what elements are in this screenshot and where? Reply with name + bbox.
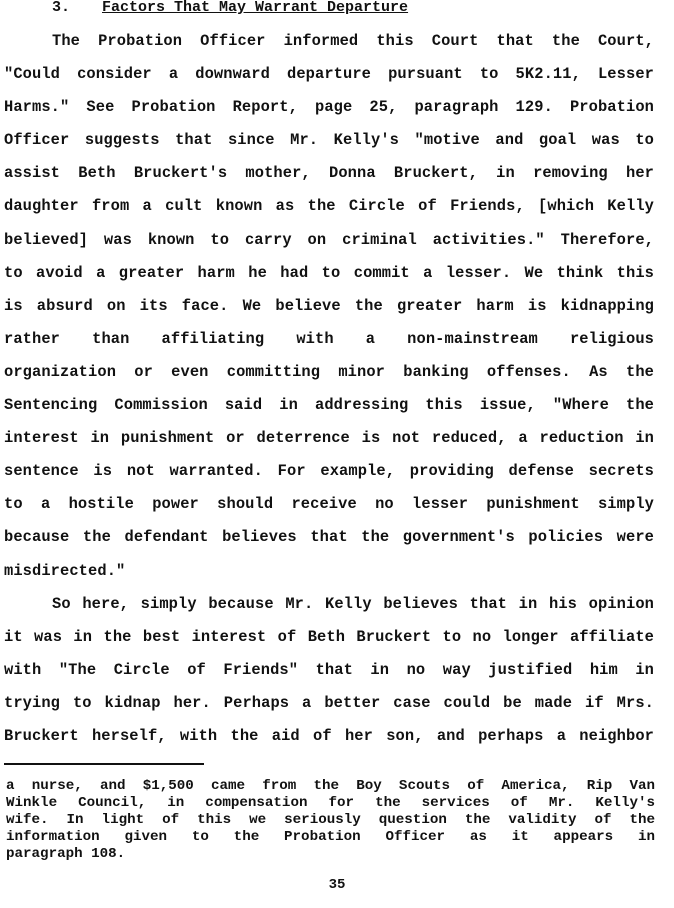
section-heading bbox=[52, 0, 408, 17]
body-line: to avoid a greater harm he had to commit a lesser. We think this bbox=[4, 263, 654, 282]
body-line: organization or even committing minor banking offenses. As the bbox=[4, 362, 654, 381]
body-line: So here, simply because Mr. Kelly believes that in his opinion bbox=[52, 594, 654, 613]
body-line: daughter from a cult known as the Circle of Friends, [which Kelly bbox=[4, 197, 654, 216]
body-line: sentence is not warranted. For example, providing defense secrets bbox=[4, 462, 654, 481]
body-text bbox=[4, 30, 654, 758]
body-line: with "The Circle of Friends" that in no way justified him in bbox=[4, 660, 654, 679]
body-line: Officer suggests that since Mr. Kelly's "motive and goal was to bbox=[4, 131, 654, 150]
body-line: rather than affiliating with a non-mainstream religious bbox=[4, 329, 654, 348]
footnote-line: information given to the Probation Officer as it appears in bbox=[6, 829, 655, 845]
page-number: 35 bbox=[328, 877, 346, 893]
body-line: "Could consider a downward departure pursuant to 5K2.11, Lesser bbox=[4, 65, 654, 84]
body-line: believed] was known to carry on criminal activities." Therefore, bbox=[4, 230, 654, 249]
body-line: The Probation Officer informed this Court that the Court, bbox=[52, 32, 654, 50]
footnote-line: a nurse, and $1,500 came from the Boy Scouts of America, Rip Van bbox=[6, 778, 655, 794]
body-line: interest in punishment or deterrence is not reduced, a reduction in bbox=[4, 429, 654, 448]
body-line: Sentencing Commission said in addressing this issue, "Where the bbox=[4, 396, 654, 415]
body-line: it was in the best interest of Beth Bruckert to no longer affiliate bbox=[4, 627, 654, 646]
body-line: trying to kidnap her. Perhaps a better case could be made if Mrs. bbox=[4, 693, 654, 712]
footnote-line: Winkle Council, in compensation for the services of Mr. Kelly's bbox=[6, 795, 655, 811]
body-line: misdirected." bbox=[4, 561, 126, 580]
footnote-line: wife. In light of this we seriously question the validity of the bbox=[6, 812, 655, 828]
footnote-line: paragraph 108. bbox=[6, 846, 126, 862]
footnote bbox=[6, 778, 655, 863]
body-line: Harms." See Probation Report, page 25, paragraph 129. Probation bbox=[4, 98, 654, 117]
body-line: because the defendant believes that the government's policies were bbox=[4, 528, 654, 547]
section-title: Factors That May Warrant Departure bbox=[102, 0, 409, 16]
section-number: 3. bbox=[52, 0, 71, 16]
body-line: assist Beth Bruckert's mother, Donna Bruckert, in removing her bbox=[4, 164, 654, 183]
body-line: Bruckert herself, with the aid of her son, and perhaps a neighbor bbox=[4, 726, 654, 745]
body-line: to a hostile power should receive no lesser punishment simply bbox=[4, 495, 654, 514]
body-line: is absurd on its face. We believe the greater harm is kidnapping bbox=[4, 296, 654, 315]
footnote-divider bbox=[4, 763, 204, 765]
